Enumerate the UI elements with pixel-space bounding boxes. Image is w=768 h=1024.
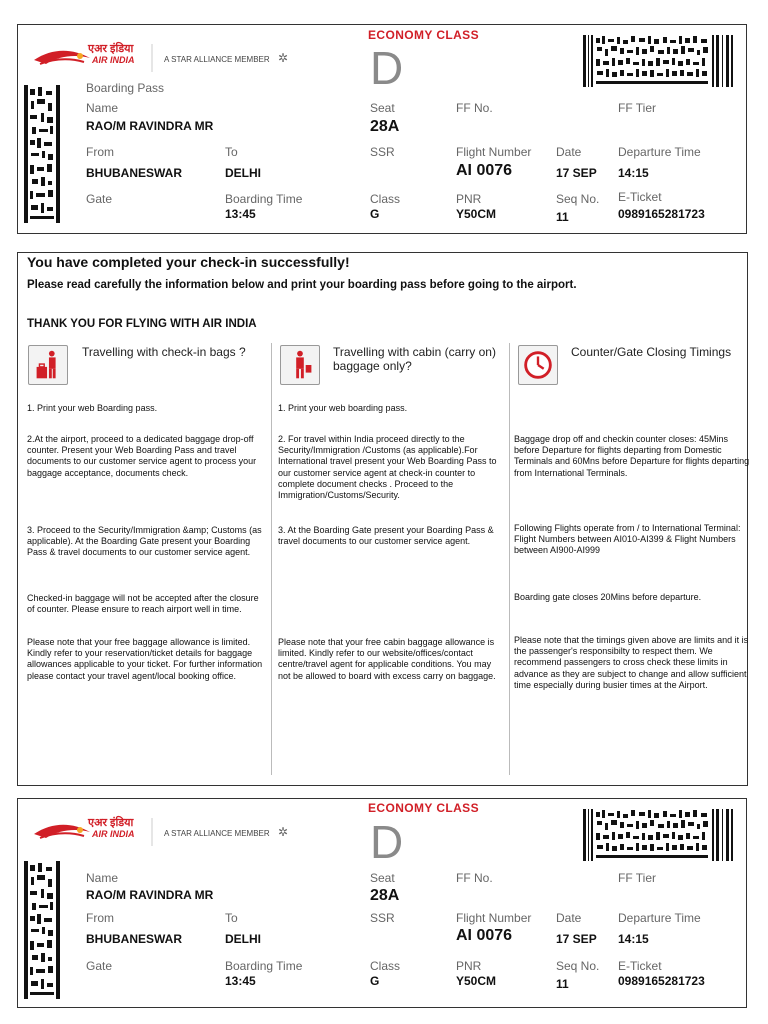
label-name: Name [86, 871, 119, 885]
value-pnr: Y50CM [456, 207, 497, 221]
paragraph: Checked-in baggage will not be accepted after the closure of counter. Please ensure to reach airport well in time. [27, 593, 259, 615]
label-gate: Gate [86, 192, 113, 206]
value-pnr: Y50CM [456, 974, 497, 988]
column-title: Travelling with cabin (carry on) baggage only? [333, 345, 496, 373]
brand-hindi: एअर इंडिया [88, 43, 134, 55]
checkin-info-panel [17, 252, 748, 786]
barcode-vertical [24, 861, 60, 999]
label-ssr: SSR [370, 911, 395, 925]
brand-name: AIR INDIA [92, 829, 135, 839]
paragraph: Please note that your free cabin baggage allowance is limited. Kindly refer to our website/offices/contact centre/travel agent for applicable conditions. You may not be allowed to board with excess carry on baggage. [278, 637, 496, 681]
brand-hindi: एअर इंडिया [88, 817, 134, 829]
paragraph: Please note that the timings given above are limits and it is the passenger's responsibilty to respect them. We recommend passengers to cross check these limits in advance as they are subject to change and allow sufficient time especially during busier times at the Airport. [514, 635, 749, 690]
value-boarding-time: 13:45 [225, 974, 256, 988]
value-class: G [370, 207, 380, 221]
value-class: G [370, 974, 380, 988]
paragraph: Following Flights operate from / to International Terminal: Flight Numbers between AI010-AI399 & Flight Numbers between AI900-AI999 [514, 523, 741, 556]
value-flight-number: AI 0076 [456, 162, 513, 179]
value-seat: 28A [370, 887, 400, 904]
label-ff-tier: FF Tier [618, 101, 656, 115]
paragraph: 1. Print your web Boarding pass. [27, 403, 158, 413]
label-seq-no: Seq No. [556, 192, 600, 206]
star-alliance-icon: ✲ [278, 825, 289, 839]
boarding-pass-title: Boarding Pass [86, 81, 165, 95]
value-eticket: 0989165281723 [618, 974, 705, 988]
label-ff-no: FF No. [456, 101, 493, 115]
value-from: BHUBANESWAR [86, 932, 182, 946]
label-class: Class [370, 192, 401, 206]
class-banner: ECONOMY CLASS [368, 801, 479, 815]
paragraph: 1. Print your web boarding pass. [278, 403, 408, 413]
label-date: Date [556, 911, 582, 925]
value-flight-number: AI 0076 [456, 927, 513, 944]
label-gate: Gate [86, 959, 113, 973]
clock-icon [518, 345, 558, 385]
label-departure-time: Departure Time [618, 911, 701, 925]
value-to: DELHI [225, 166, 261, 180]
instruction-subheading: Please read carefully the information below and print your boarding pass before going to the airport. [27, 279, 577, 291]
label-eticket: E-Ticket [618, 959, 662, 973]
success-heading: You have completed your check-in successfully! [27, 254, 350, 270]
label-boarding-time: Boarding Time [225, 192, 303, 206]
value-departure-time: 14:15 [618, 932, 649, 946]
label-flight-number: Flight Number [456, 911, 532, 925]
paragraph: Please note that your free baggage allowance is limited. Kindly refer to your reservation/ticket details for baggage allowances applicable to your ticket. For further information please contact your travel agent/local booking office. [27, 637, 263, 681]
label-seq-no: Seq No. [556, 959, 600, 973]
paragraph: 2.At the airport, proceed to a dedicated baggage drop-off counter. Present your Web Boarding Pass and travel documents to our customer service agent to process your baggage acceptance, documents check. [27, 434, 257, 478]
value-seq-no: 11 [556, 210, 569, 224]
label-pnr: PNR [456, 959, 482, 973]
label-seat: Seat [370, 871, 395, 885]
column-closing-timings [508, 341, 748, 775]
checkin-bags-icon [28, 345, 68, 385]
value-to: DELHI [225, 932, 261, 946]
star-alliance-icon: ✲ [278, 51, 289, 65]
label-ff-no: FF No. [456, 871, 493, 885]
paragraph: Baggage drop off and checkin counter closes: 45Mins before Departure for flights departing from Domestic Terminals and 60Mns before Departure for flights departing from International Terminals. [514, 434, 750, 478]
label-to: To [225, 145, 238, 159]
column-checkin-bags [18, 341, 273, 775]
label-name: Name [86, 101, 119, 115]
label-ff-tier: FF Tier [618, 871, 656, 885]
barcode-2d [583, 35, 733, 87]
column-title: Travelling with check-in bags ? [82, 345, 246, 359]
alliance-text: A STAR ALLIANCE MEMBER [164, 829, 270, 838]
label-class: Class [370, 959, 401, 973]
value-from: BHUBANESWAR [86, 166, 182, 180]
zone-letter: D [370, 42, 404, 94]
value-date: 17 SEP [556, 166, 597, 180]
barcode-vertical [24, 85, 60, 223]
value-name: RAO/M RAVINDRA MR [86, 888, 214, 902]
label-date: Date [556, 145, 582, 159]
boarding-pass-top [17, 24, 747, 234]
class-banner: ECONOMY CLASS [368, 28, 479, 42]
label-flight-number: Flight Number [456, 145, 532, 159]
label-from: From [86, 145, 114, 159]
column-title: Counter/Gate Closing Timings [571, 345, 732, 359]
column-cabin-baggage [270, 341, 510, 775]
brand-name: AIR INDIA [92, 55, 135, 65]
value-eticket: 0989165281723 [618, 207, 705, 221]
boarding-pass-bottom [17, 798, 747, 1008]
value-departure-time: 14:15 [618, 166, 649, 180]
label-to: To [225, 911, 238, 925]
paragraph: Boarding gate closes 20Mins before departure. [514, 592, 702, 602]
label-from: From [86, 911, 114, 925]
label-eticket: E-Ticket [618, 190, 662, 204]
cabin-baggage-icon [280, 345, 320, 385]
thanks-text: THANK YOU FOR FLYING WITH AIR INDIA [27, 318, 257, 330]
label-ssr: SSR [370, 145, 395, 159]
paragraph: 3. Proceed to the Security/Immigration &amp; Customs (as applicable). At the Boarding Gate present your Boarding Pass & travel documents to our customer service agent. [27, 525, 262, 558]
paragraph: 2. For travel within India proceed directly to the Security/Immigration /Customs (as applicable).For International travel present your Web Boarding Pass to our customer service agent at check-in counter to complete document checks . Proceed to the Immigration/Customs/Security. [278, 434, 497, 501]
value-boarding-time: 13:45 [225, 207, 256, 221]
label-departure-time: Departure Time [618, 145, 701, 159]
label-boarding-time: Boarding Time [225, 959, 303, 973]
barcode-2d [583, 809, 733, 861]
label-pnr: PNR [456, 192, 482, 206]
label-seat: Seat [370, 101, 395, 115]
zone-letter: D [370, 816, 404, 868]
value-seq-no: 11 [556, 977, 569, 991]
value-name: RAO/M RAVINDRA MR [86, 119, 214, 133]
value-seat: 28A [370, 118, 400, 135]
paragraph: 3. At the Boarding Gate present your Boarding Pass & travel documents to our customer service agent. [278, 525, 494, 547]
value-date: 17 SEP [556, 932, 597, 946]
alliance-text: A STAR ALLIANCE MEMBER [164, 55, 270, 64]
